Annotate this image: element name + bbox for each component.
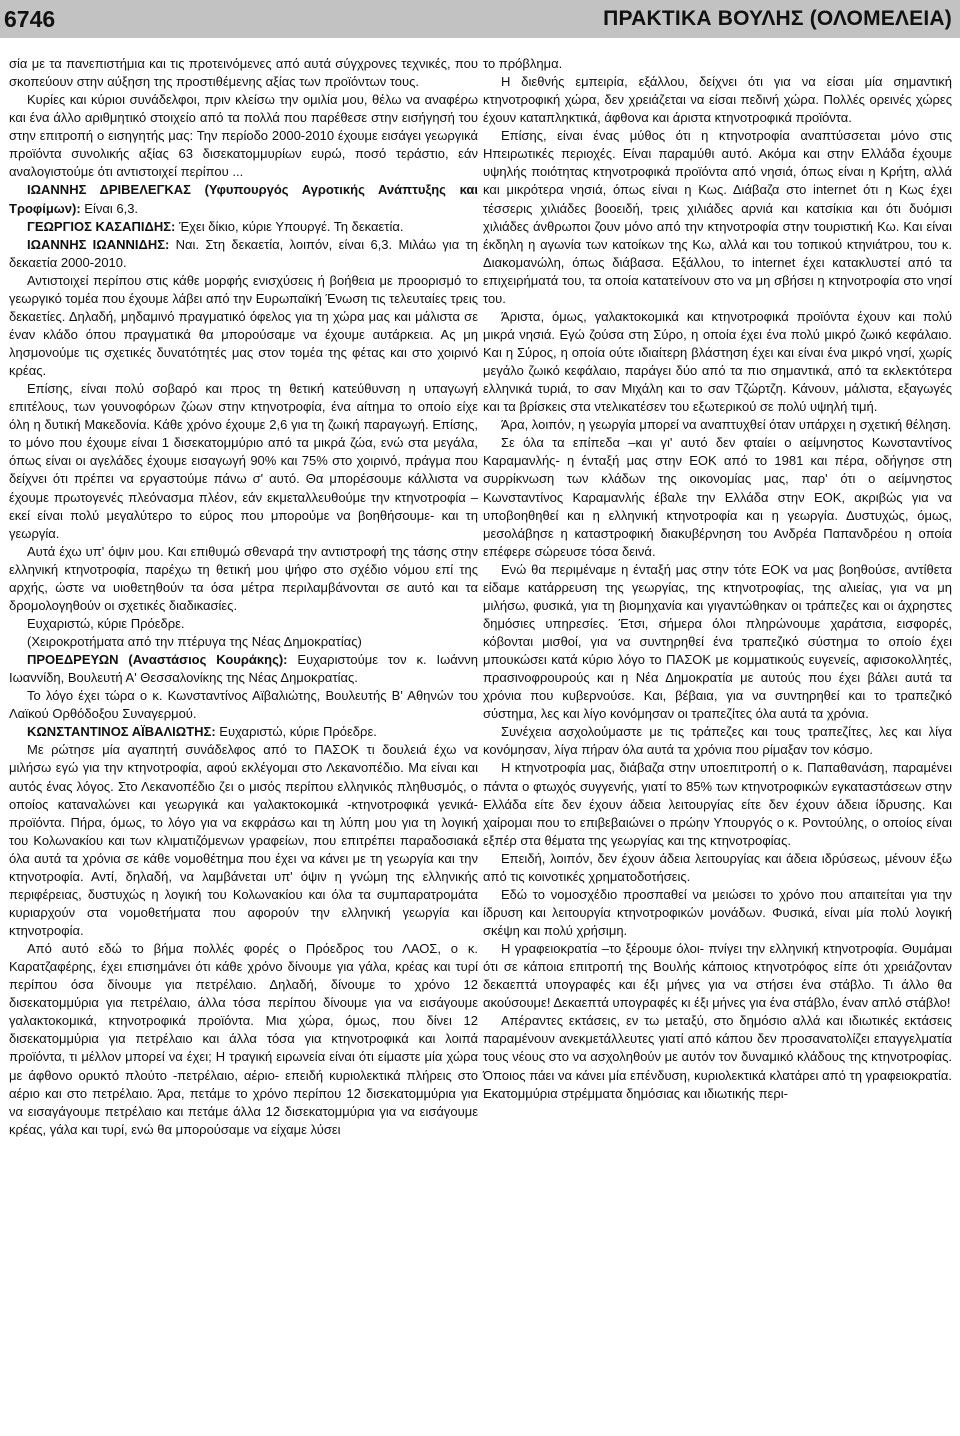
paragraph-text: Ευχαριστούμε τον κ. Ιωάννη Ιωαννίδη, Βουλευτή Α' Θεσσαλονίκης της Νέας Δημοκρατίας. [9,652,478,686]
paragraph [483,759,952,849]
paragraph-text: Ναι. Στη δεκαετία, λοιπόν, είναι 6,3. Μιλάω για τη δεκαετία 2000-2010. [9,236,478,270]
paragraph [9,272,478,380]
paragraph-text: Το λόγο έχει τώρα ο κ. Κωνσταντίνος Αϊβαλιώτης, Βουλευτής Β' Αθηνών του Λαϊκού Ορθόδοξου Συναγερμού. [9,688,478,722]
paragraph-text: Έχει δίκιο, κύριε Υπουργέ. Τη δεκαετία. [175,218,404,234]
speaker-name: ΓΕΩΡΓΙΟΣ ΚΑΣΑΠΙΔΗΣ: [27,218,176,234]
paragraph [9,651,478,687]
paragraph [9,181,478,217]
paragraph [483,416,952,434]
paragraph-text: Ενώ θα περιμέναμε η ένταξή μας στην τότε ΕΟΚ να μας βοηθούσε, αντίθετα είδαμε κατάρρευση της γεωργίας, της κτηνοτροφίας, της αλιείας, για να μη μιλήσω, φυσικά, για τη βιομηχανία και γιγαντώθηκαν οι τράπεζες και οι άχρηστες δημόσιες υπηρεσίες. Έτσι, σήμερα όλοι πληρώνουμε χαράτσια, εισφορές, κόβονται μισθοί, για να συντηρηθεί ένα τραπεζικό σύστημα το οποίο έχει μπουκώσει κατά κύριο λόγο το ΠΑΣΟΚ με κομματικούς ευγενείς, αφισοκολλητές, πρασινοφρουρούς και η Νέα Δημοκρατία με αυτούς που έχει βάλει αυτά τα χρόνια που κυβερνούσε. Και, βέβαια, για να συντηρηθεί και το τραπεζικό σύστημα, λες και λίγο κονόμησαν οι τραπεζίτες όλα αυτά τα χρόνια. [483,561,952,722]
paragraph [483,55,952,73]
paragraph [9,543,478,615]
paragraph-text: Ευχαριστώ, κύριε Πρόεδρε. [27,615,185,631]
paragraph-text: σία με τα πανεπιστήμια και τις προτεινόμενες από αυτά σύγχρονες τεχνικές, που σκοπεύουν στην αύξηση της προστιθέμενης αξίας των προϊόντων τους. [9,56,478,90]
paragraph [483,127,952,308]
paragraph [9,940,478,1139]
paragraph [483,1012,952,1102]
paragraph [9,218,478,236]
paragraph-text: Αντιστοιχεί περίπου στις κάθε μορφής ενισχύσεις ή βοήθεια με προορισμό το γεωργικό τομέα που έχουμε λάβει από την Ευρωπαϊκή Ένωση τις τελευταίες τρεις δεκαετίες. Δηλαδή, μηδαμινό πραγματικό όφελος για τη χώρα μας και μάλιστα σε έναν κλάδο όπου πραγματικά θα μπορούσαμε να έχουμε αυτάρκεια. Ας μη λησμονούμε τις σχετικές δυνατότητές μας στον τομέα της φέτας και στο χοιρινό κρέας. [9,272,478,379]
paragraph [9,91,478,181]
paragraph-text: (Χειροκροτήματα από την πτέρυγα της Νέας Δημοκρατίας) [27,634,362,649]
paragraph [9,687,478,723]
right-text-column [483,55,952,1103]
left-text-column [9,55,478,1139]
paragraph [483,850,952,886]
speaker-name: ΙΩΑΝΝΗΣ ΙΩΑΝΝΙΔΗΣ: [27,236,170,252]
speaker-name: ΚΩΝΣΤΑΝΤΙΝΟΣ ΑΪΒΑΛΙΩΤΗΣ: [27,724,216,740]
paragraph [483,561,952,724]
paragraph [483,723,952,759]
paragraph-text: Η κτηνοτροφία μας, διάβαζα στην υποεπιτροπή ο κ. Παπαθανάση, παραμένει πάντα ο φτωχός συγγενής, γιατί το 85% των κτηνοτροφικών εγκαταστάσεων στην Ελλάδα είτε δεν έχουν άδεια λειτουργίας είτε δεν έχουν άδεια ίδρυσης. Και χαίρομαι που το επιβεβαιώνει ο πρώην Υπουργός ο κ. Ροντούλης, ο οποίος είναι εξπέρ στα θέματα της γεωργίας και της κτηνοτροφίας. [483,760,952,848]
paragraph-text: Εδώ το νομοσχέδιο προσπαθεί να μειώσει το χρόνο που απαιτείται για την ίδρυση και λειτουργία κτηνοτροφικών μονάδων. Φυσικά, είναι μία πολύ λογική σκέψη και πολύ χρήσιμη. [483,886,952,938]
paragraph-text: Επειδή, λοιπόν, δεν έχουν άδεια λειτουργίας και άδεια ιδρύσεως, μένουν έξω από τις κοινοτικές χρηματοδοτήσεις. [483,850,952,884]
paragraph [483,434,952,560]
paragraph [483,308,952,416]
speaker-name: ΠΡΟΕΔΡΕΥΩΝ (Αναστάσιος Κουράκης): [27,652,288,668]
paragraph-text: Αυτά έχω υπ' όψιν μου. Και επιθυμώ σθεναρά την αντιστροφή της τάσης στην ελληνική κτηνοτροφία, παρέχω τη θετική μου ψήφο στο σχέδιο νόμου επί της αρχής, ώστε να υιοθετηθούν τα όσα μέτρα περιλαμβάνονται σε αυτό και τα δρομολογηθούν οι σχετικές διαδικασίες. [9,543,478,613]
paragraph [9,741,478,940]
paragraph-text: Ευχαριστώ, κύριε Πρόεδρε. [215,724,377,740]
paragraph [9,380,478,543]
paragraph-text: Άρα, λοιπόν, η γεωργία μπορεί να αναπτυχθεί όταν υπάρχει η σχετική θέληση. [501,417,952,433]
paragraph [9,236,478,272]
paragraph [9,55,478,91]
paragraph-text: Κυρίες και κύριοι συνάδελφοι, πριν κλείσω την ομιλία μου, θέλω να αναφέρω και ένα άλλο αριθμητικό στοιχείο από τα πολλά που παρέθεσε στην εισήγησή του στην επιτροπή ο εισηγητής μας: Την περίοδο 2000-2010 έχουμε εισάγει γεωργικά προϊόντα συνολικής αξίας 63 δισεκατομμυρίων ευρώ, ποσό τεράστιο, εάν αναλογιστούμε ότι αντιστοιχεί περίπου ... [9,92,478,180]
paragraph [9,633,478,651]
paragraph [483,886,952,940]
paragraph [9,615,478,633]
paragraph-text: το πρόβλημα. [483,56,563,71]
paragraph-text: Συνέχεια ασχολούμαστε με τις τράπεζες και τους τραπεζίτες, λες και λίγα κονόμησαν, λίγα πήραν όλα αυτά τα χρόνια που ρίμαξαν τον κόσμο. [483,724,952,758]
paragraph-text: Επίσης, είναι πολύ σοβαρό και προς τη θετική κατεύθυνση η υπαγωγή επιτέλους, των γουνοφόρων ζώων στην κτηνοτροφία, ένα αίτημα το οποίο είχε όλη η δυτική Μακεδονία. Κάθε χρόνο έχουμε 2,6 για τη ζωική παραγωγή. Επίσης, το μόνο που έχουμε είναι 1 δισεκατομμύριο από τα μικρά ζώα, ενώ στα μεγάλα, όπως είναι οι αγελάδες έχουμε εισαγωγή 90% και 75% στο χοιρινό, πράγμα που δείχνει ότι πρέπει να εργαστούμε πάνω σ' αυτό. Θα μπορέσουμε κάλλιστα να έχουμε πρωτογενές πλεόνασμα πλέον, εάν εκμεταλλευθούμε την κτηνοτροφία –εκεί είναι πολύ μεγαλύτερο το εύρος που μπορούμε να βοηθήσουμε- και τη γεωργία. [9,381,478,541]
page-number: 6746 [4,5,56,32]
paragraph [483,940,952,1012]
paragraph-text: Η γραφειοκρατία –το ξέρουμε όλοι- πνίγει την ελληνική κτηνοτροφία. Θυμάμαι ότι σε κάποια επιτροπή της Βουλής κάποιος κτηνοτρόφος είπε ότι χρειάζονταν δεκαεπτά υπογραφές και έξι μήνες για να στήσει ένα στάβλο. Τι άλλο θα ακούσουμε! Δεκαεπτά υπογραφές κι έξι μήνες για ένα στάβλο, έναν απλό στάβλο! [483,941,952,1011]
paragraph-text: Από αυτό εδώ το βήμα πολλές φορές ο Πρόεδρος του ΛΑΟΣ, ο κ. Καρατζαφέρης, έχει επισημάνει ότι κάθε χρόνο δίνουμε για γάλα, κρέας και τυρί περίπου όσα δίνουμε για πετρέλαιο. Δηλαδή, δίνουμε το χρόνο 12 δισεκατομμύρια για πετρέλαιο, άλλα τόσα περίπου δίνουμε για να εισάγουμε γαλακτοκομικά, κτηνοτροφικά προϊόντα. Μια χώρα, όμως, που δίνει 12 δισεκατομμύρια για πετρέλαιο και άλλα τόσα για κτηνοτροφικά και λοιπά προϊόντα, τι μέλλον μπορεί να έχει; Η τραγική ειρωνεία είναι ότι είμαστε μία χώρα με άφθονο ορυκτό πλούτο -πετρέλαιο, αέριο- επειδή κυριολεκτικά πλήρεις στο αέριο και στο πετρέλαιο. Άρα, πετάμε το χρόνο περίπου 12 δισεκατομμύρια για να εισαγάγουμε πετρέλαιο και πετάμε άλλα 12 δισεκατομμύρια για να εισάγουμε κρέας, γάλα και τυρί, ενώ θα μπορούσαμε να είχαμε λύσει [9,941,478,1137]
paragraph-text: Η διεθνής εμπειρία, εξάλλου, δείχνει ότι για να είσαι μία σημαντική κτηνοτροφική χώρα, δεν χρειάζεται να είσαι πεδινή χώρα. Πολλές ορεινές χώρες έχουν καταπληκτικά, άφθονα και άριστα κτηνοτροφικά προϊόντα. [483,74,952,126]
paragraph-text: Άριστα, όμως, γαλακτοκομικά και κτηνοτροφικά προϊόντα έχουν και πολύ μικρά νησιά. Εγώ ζούσα στη Σύρο, η οποία έχει ένα πολύ μικρό ζωικό κεφάλαιο. Και η Σύρος, η οποία ούτε ιδιαίτερη βλάστηση έχει και είναι ένα μικρό νησί, χωρίς μεγάλο ζωικό κεφάλαιο, παράγει δύο από τα πιο σημαντικά, από τα εκλεκτότερα ελληνικά τυριά, το σαν Μιχάλη και το σαν Τζώρτζη. Κάνουν, μάλιστα, εξαγωγές και τα βρίσκεις στα ντελικατέσεν του εξωτερικού σε πολύ υψηλή τιμή. [483,308,952,415]
paragraph-text: Απέραντες εκτάσεις, εν τω μεταξύ, στο δημόσιο αλλά και ιδιωτικές εκτάσεις παραμένουν ανεκμετάλλευτες γιατί από κάπου δεν προσανατολίζει επαγγελματία τους νέους στο να ασχοληθούν με αυτόν τον δυναμικό κλάδους της κτηνοτροφίας. Όποιος πάει να κάνει μία επένδυση, κυριολεκτικά κλατάρει από τη γραφειοκρατία. Εκατομμύρια στρέμματα δημόσιας και ιδιωτικής περι- [483,1013,952,1101]
paragraph-text: Είναι 6,3. [80,200,139,216]
paragraph-text: Με ρώτησε μία αγαπητή συνάδελφος από το ΠΑΣΟΚ τι δουλειά έχω να μιλήσω εγώ για την κτηνοτροφία, αφού εκλέγομαι στο Λεκανοπέδιο. Μα είναι και αυτός ένας λόγος. Στο Λεκανοπέδιο ζει ο μισός περίπου ελληνικός πληθυσμός, ο οποίος καταναλώνει και γεωργικά και γαλακτοκομικά -κτηνοτροφικά γενικά- προϊόντα. Πήρα, όμως, το λόγο για να εκφράσω και τη λύπη μου για τη λογική του Κολωνακίου και των κλιματιζόμενων γραφείων, που επιτρέπει παραδοσιακά όλα αυτά τα χρόνια σε κάθε νομοθέτημα που έχει να κάνει με τη γεωργία και την κτηνοτροφία. Αντί, δηλαδή, να λαμβάνεται υπ' όψιν η γνώμη της ελληνικής περιφέρειας, δυστυχώς η λογική του Κολωνακίου και όλα τα συμπαρατρομάτα κυριαρχούν στα νομοθετήματα που αφορούν την ελληνική γεωργία και κτηνοτροφία. [9,742,478,938]
page-header [0,0,960,38]
paragraph-text: Σε όλα τα επίπεδα –και γι' αυτό δεν φταίει ο αείμνηστος Κωνσταντίνος Καραμανλής- η ένταξή μας στην ΕΟΚ από το 1981 και πέρα, οδήγησε στη συρρίκνωση των κλάδων της οικονομίας μας, παρ' ότι ο αείμνηστος Κωνσταντίνος Καραμανλής έβαλε την Ελλάδα στην ΕΟΚ, ακριβώς για να υποβοηθηθεί και η ελληνική κτηνοτροφία και η γεωργία. Δυστυχώς, όμως, μεσολάβησε η καταστροφική διακυβέρνηση του Ανδρέα Παπανδρέου η οποία επέφερε σώρευσε τόσα δεινά. [483,435,952,559]
paragraph-text: Επίσης, είναι ένας μύθος ότι η κτηνοτροφία αναπτύσσεται μόνο στις Ηπειρωτικές περιοχές. Είναι παραμύθι αυτό. Ακόμα και στην Ελλάδα έχουμε υψηλής ποιότητας κτηνοτροφικά προϊόντα από νησιά, όπως είναι η Κρήτη, αλλά και μικρότερα νησιά, όπως είναι η Κως. Διάβαζα στο internet ότι η Κως έχει τέσσερις χιλιάδες βοοειδή, τρεις χιλιάδες αρνιά και κατσίκια και ότι δυόμισι χιλιάδες άνθρωποι ζουν μόνο από την κτηνοτροφία στην τουριστική Κω. Και είναι έκδηλη η αγωνία των κατοίκων της Κω, αλλά και του τοπικού κτηνιάτρου, του κ. Διακομανώλη, όπως διάβασα. Εξάλλου, το internet έχει κατακλυστεί από τα επιχειρήματά του, τα οποία κατατείνουν στο να μη σβήσει η κτηνοτροφία στο νησί του. [483,128,952,306]
paragraph [483,73,952,127]
paragraph [9,723,478,741]
speaker-name: ΙΩΑΝΝΗΣ ΔΡΙΒΕΛΕΓΚΑΣ (Υφυπουργός Αγροτικής Ανάπτυξης και Τροφίμων): [9,182,478,216]
publication-title: ΠΡΑΚΤΙΚΑ ΒΟΥΛΗΣ (ΟΛΟΜΕΛΕΙΑ) [603,7,952,30]
